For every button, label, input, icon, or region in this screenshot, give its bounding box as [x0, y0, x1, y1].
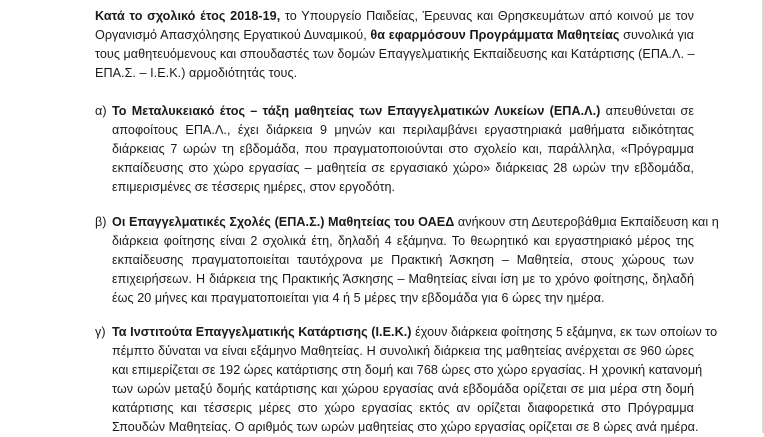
item-a-line-4: εκπαίδευσης στο χώρο εργασίας – μαθητεία σε εργασιακό χώρο» διάρκειας 28 ωρών την εβδομάδα, — [112, 161, 694, 175]
item-a-line-2: αποφοίτους ΕΠΑ.Λ., έχει διάρκεια 9 μηνών και περιλαμβάνει εργαστηριακά μαθήματα ειδικότητας — [112, 123, 694, 137]
intro-line-2-text: Οργανισμό Απασχόλησης Εργατικού Δυναμικού, — [95, 28, 371, 42]
item-b-bold-title: Οι Επαγγελματικές Σχολές (ΕΠΑ.Σ.) Μαθητείας του ΟΑΕΔ — [112, 215, 455, 229]
intro-line-3: τους μαθητευόμενους και σπουδαστές των δομών Επαγγελματικής Εκπαίδευσης και Κατάρτισης (ΕΠΑ.Λ. – — [95, 47, 695, 61]
item-b-marker: β) — [95, 215, 107, 229]
item-a-line-3: διάρκειας 7 ωρών τη εβδομάδα, που πραγματοποιούνται στο σχολείο και, παράλληλα, «Πρόγραμμα — [112, 142, 694, 156]
item-c-line-3: και επιμερίζεται σε 192 ώρες κατάρτισης στη δομή και 768 ώρες στο χώρο εργασίας. Η χρονική κατανομή — [112, 363, 703, 377]
intro-bold-year: Κατά το σχολικό έτος 2018-19, — [95, 9, 281, 23]
item-c-line-6: Σπουδών Μαθητείας. Ο αριθμός των ωρών μαθητείας στο χώρο εργασίας ορίζεται σε 8 ώρες ανά ημέρα. — [112, 420, 699, 434]
item-c-line-1 — [112, 322, 718, 342]
item-a-bold-title: Το Μεταλυκειακό έτος – τάξη μαθητείας των Επαγγελματικών Λυκείων (ΕΠΑ.Λ.) — [112, 104, 601, 118]
item-b-line-1 — [112, 212, 719, 232]
item-c-line-5: κατάρτισης και τέσσερις μέρες στο χώρο εργασίας εκτός αν ορίζεται διαφορετικά στο Πρόγραμμα — [112, 401, 694, 415]
item-c-line-2: πέμπτο δύναται να είναι εξάμηνο Μαθητείας. Η συνολική διάρκεια της μαθητείας ανέρχεται σε 960 ώρες — [112, 344, 694, 358]
item-b-line-2: διάρκεια φοίτησης είναι 2 σχολικά έτη, δηλαδή 4 εξάμηνα. Το θεωρητικό και εργαστηριακό μέρος της — [112, 234, 694, 248]
item-c-marker: γ) — [95, 325, 106, 339]
item-c-line-4: των ωρών μεταξύ δομής κατάρτισης και χώρου εργασίας ανά εβδομάδα ορίζεται σε μια μέρα στη δομή — [112, 382, 694, 396]
item-b-line-3: εκπαίδευσης πραγματοποιείται ταυτόχρονα με Πρακτική Άσκηση – Μαθητεία, στους χώρους των — [112, 253, 694, 267]
item-b-line-5: έως 20 μήνες και πραγματοποιείται για 4 ή 5 μέρες την εβδομάδα για 6 ώρες την ημέρα. — [112, 291, 605, 305]
item-b-line-4: επιχειρήσεων. Η διάρκεια της Πρακτικής Άσκησης – Μαθητείας είναι ίση με το χρόνο φοίτησης, δηλαδή — [112, 272, 694, 286]
item-c-line-1-text: έχουν διάρκεια φοίτησης 5 εξάμηνα, εκ των οποίων το — [411, 325, 718, 339]
item-a-line-1 — [112, 101, 694, 121]
item-a-line-5: επιμερισμένες σε τέσσερις ημέρες, στον εργοδότη. — [112, 180, 396, 194]
intro-line-1-text: το Υπουργείο Παιδείας, Έρευνας και Θρησκευμάτων από κοινού με τον — [280, 9, 694, 23]
intro-line-1 — [95, 6, 694, 26]
intro-bold-programs: θα εφαρμόσουν Προγράμματα Μαθητείας — [370, 28, 620, 42]
item-a-marker: α) — [95, 104, 107, 118]
item-a-line-1-text: απευθύνεται σε — [600, 104, 694, 118]
intro-line-2-tail: συνολικά για — [619, 28, 694, 42]
item-b-line-1-text: ανήκουν στη Δευτεροβάθμια Εκπαίδευση και η — [454, 215, 719, 229]
intro-line-2 — [95, 25, 694, 45]
intro-line-4: ΕΠΑ.Σ. – Ι.Ε.Κ.) αρμοδιότητάς τους. — [95, 66, 298, 80]
item-c-bold-title: Τα Ινστιτούτα Επαγγελματικής Κατάρτισης (Ι.Ε.Κ.) — [112, 325, 412, 339]
